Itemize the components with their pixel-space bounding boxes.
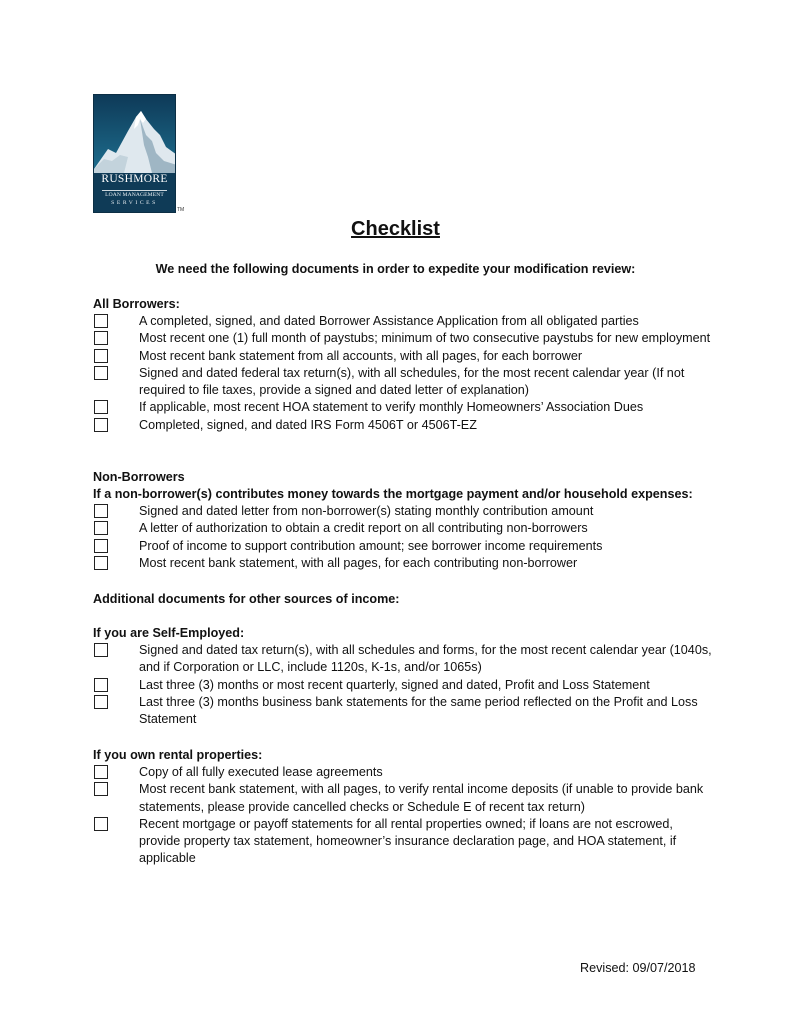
checkbox[interactable] [94, 521, 108, 535]
section-heading: Non-Borrowers [93, 470, 185, 484]
logo-subtitle-services: SERVICES [111, 200, 158, 206]
page-title: Checklist [351, 218, 440, 240]
checklist-item-text: Recent mortgage or payoff statements for all rental properties owned; if loans are not escrowed, provide property tax statement, homeowner’s insurance declaration page, and HOA statement, if applicable [139, 816, 677, 866]
checklist-item [93, 330, 713, 347]
checklist-item [93, 677, 713, 694]
checklist-item-text: Signed and dated letter from non-borrower(s) stating monthly contribution amount [139, 504, 594, 518]
checkbox[interactable] [94, 556, 108, 570]
section-all-borrowers [93, 296, 713, 434]
checkbox[interactable] [94, 504, 108, 518]
checkbox[interactable] [94, 400, 108, 414]
checklist-item-text: Last three (3) months business bank statements for the same period reflected on the Profit and Loss Statement [139, 694, 698, 727]
checklist-item-text: Completed, signed, and dated IRS Form 4506T or 4506T-EZ [139, 417, 477, 432]
section-rental-properties [93, 747, 713, 868]
logo-subtitle: LOAN MANAGEMENT [105, 192, 164, 198]
checklist-item [93, 642, 713, 677]
checklist-item-text: Most recent bank statement, with all pages, to verify rental income deposits (if unable to provide bank statements, please provide cancelled checks or Schedule E of recent tax return) [139, 782, 704, 814]
checklist-item-text: A completed, signed, and dated Borrower Assistance Application from all obligated parties [139, 314, 639, 328]
checklist-item [93, 417, 713, 434]
checklist-item-text: Proof of income to support contribution amount; see borrower income requirements [139, 538, 603, 553]
checkbox[interactable] [94, 678, 108, 692]
rushmore-logo [93, 94, 176, 213]
checklist-item [93, 538, 713, 555]
checklist-item-text: Most recent one (1) full month of paystubs; minimum of two consecutive paystubs for new employment [139, 331, 711, 346]
section-heading: If you are Self-Employed: [93, 626, 245, 640]
checklist-item [93, 694, 713, 729]
intro-text: We need the following documents in order to expedite your modification review: [155, 262, 636, 276]
checklist-item [93, 313, 713, 330]
section-heading: If you own rental properties: [93, 748, 263, 762]
checklist-item-text: Last three (3) months or most recent quarterly, signed and dated, Profit and Loss Statement [139, 677, 650, 692]
checkbox[interactable] [94, 782, 108, 796]
checklist-item [93, 520, 713, 537]
checklist-item [93, 816, 713, 868]
section-heading: All Borrowers: [93, 297, 180, 311]
logo-brand: RUSHMORE [101, 173, 168, 185]
checkbox[interactable] [94, 314, 108, 328]
section-subheading: If a non-borrower(s) contributes money towards the mortgage payment and/or household expenses: [93, 487, 693, 501]
checklist-item [93, 781, 713, 816]
checklist-item-text: Most recent bank statement, with all pages, for each contributing non-borrower [139, 555, 578, 570]
checklist-item-text: Signed and dated federal tax return(s), with all schedules, for the most recent calendar year (If not required to file taxes, provide a signed and dated letter of explanation) [139, 365, 685, 398]
checklist-item [93, 348, 713, 365]
section-heading: Additional documents for other sources of income: [93, 592, 400, 606]
checklist-item-text: Signed and dated tax return(s), with all schedules and forms, for the most recent calendar year (1040s, and if Corporation or LLC, include 1120s, K-1s, and/or 1065s) [139, 643, 712, 675]
checkbox[interactable] [94, 643, 108, 657]
checkbox[interactable] [94, 418, 108, 432]
section-self-employed [93, 625, 713, 728]
trademark-mark: TM [177, 207, 185, 213]
section-non-borrowers [93, 469, 713, 572]
checklist-item-text: A letter of authorization to obtain a credit report on all contributing non-borrowers [139, 521, 588, 536]
checklist-item [93, 399, 713, 416]
checklist-item-text: Copy of all fully executed lease agreements [139, 765, 383, 779]
checklist-item [93, 503, 713, 520]
checkbox[interactable] [94, 695, 108, 709]
checkbox[interactable] [94, 331, 108, 345]
checklist-item [93, 764, 713, 781]
section-additional-income [93, 591, 713, 608]
checkbox[interactable] [94, 765, 108, 779]
revised-date: Revised: 09/07/2018 [580, 961, 696, 975]
checkbox[interactable] [94, 539, 108, 553]
checkbox[interactable] [94, 366, 108, 380]
checklist-item [93, 365, 713, 400]
logo-divider [102, 190, 167, 191]
checklist-item-text: If applicable, most recent HOA statement to verify monthly Homeowners’ Association Dues [139, 400, 644, 415]
checklist-item-text: Most recent bank statement from all accounts, with all pages, for each borrower [139, 348, 583, 363]
checkbox[interactable] [94, 817, 108, 831]
checklist-item [93, 555, 713, 572]
checkbox[interactable] [94, 349, 108, 363]
